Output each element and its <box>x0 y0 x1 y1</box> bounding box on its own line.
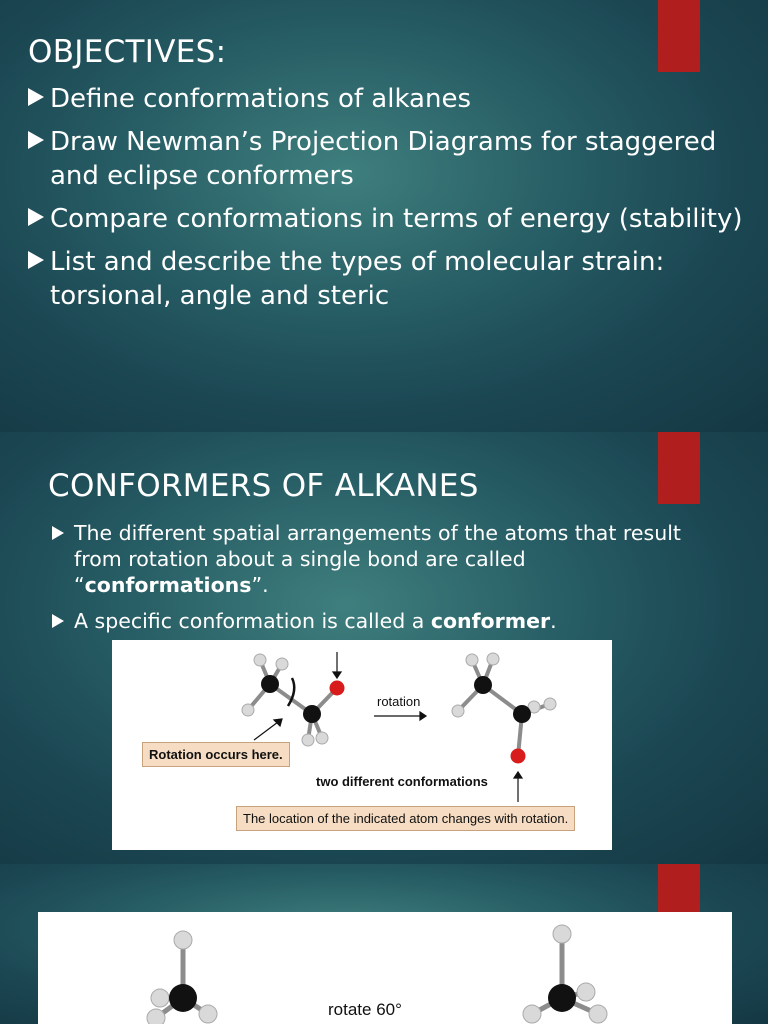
conformers-list <box>52 520 712 644</box>
slide-title: OBJECTIVES: <box>28 34 227 70</box>
bullet-arrow-icon <box>28 208 44 226</box>
rotate-label: rotate 60° <box>328 1000 402 1019</box>
conformation-figure <box>112 640 612 850</box>
bullet-arrow-icon <box>28 131 44 149</box>
rotation-callout: Rotation occurs here. <box>142 742 290 767</box>
objective-item: Compare conformations in terms of energy (stability) <box>28 202 748 236</box>
definition-item: The different spatial arrangements of the atoms that result from rotation about a single bond are called “conformations”. <box>52 520 712 598</box>
bullet-arrow-icon <box>28 251 44 269</box>
objectives-list <box>28 82 748 322</box>
location-callout: The location of the indicated atom changes with rotation. <box>236 806 575 831</box>
objective-item: Define conformations of alkanes <box>28 82 748 116</box>
rotation-label: rotation <box>377 694 421 709</box>
objective-item: List and describe the types of molecular strain: torsional, angle and steric <box>28 245 748 313</box>
bullet-arrow-icon <box>28 88 44 106</box>
accent-bar <box>658 0 700 72</box>
figure-caption: two different conformations <box>316 774 488 789</box>
objective-item: Draw Newman’s Projection Diagrams for staggered and eclipse conformers <box>28 125 748 193</box>
accent-bar <box>658 864 700 912</box>
bullet-arrow-icon <box>52 526 64 540</box>
rotation-figure <box>38 912 732 1024</box>
slide-rotation <box>0 864 768 1024</box>
bullet-arrow-icon <box>52 614 64 628</box>
slide-objectives <box>0 0 768 432</box>
accent-bar <box>658 432 700 504</box>
definition-item: A specific conformation is called a conformer. <box>52 608 712 634</box>
slide-conformers <box>0 432 768 864</box>
slide-title: CONFORMERS OF ALKANES <box>48 468 479 504</box>
